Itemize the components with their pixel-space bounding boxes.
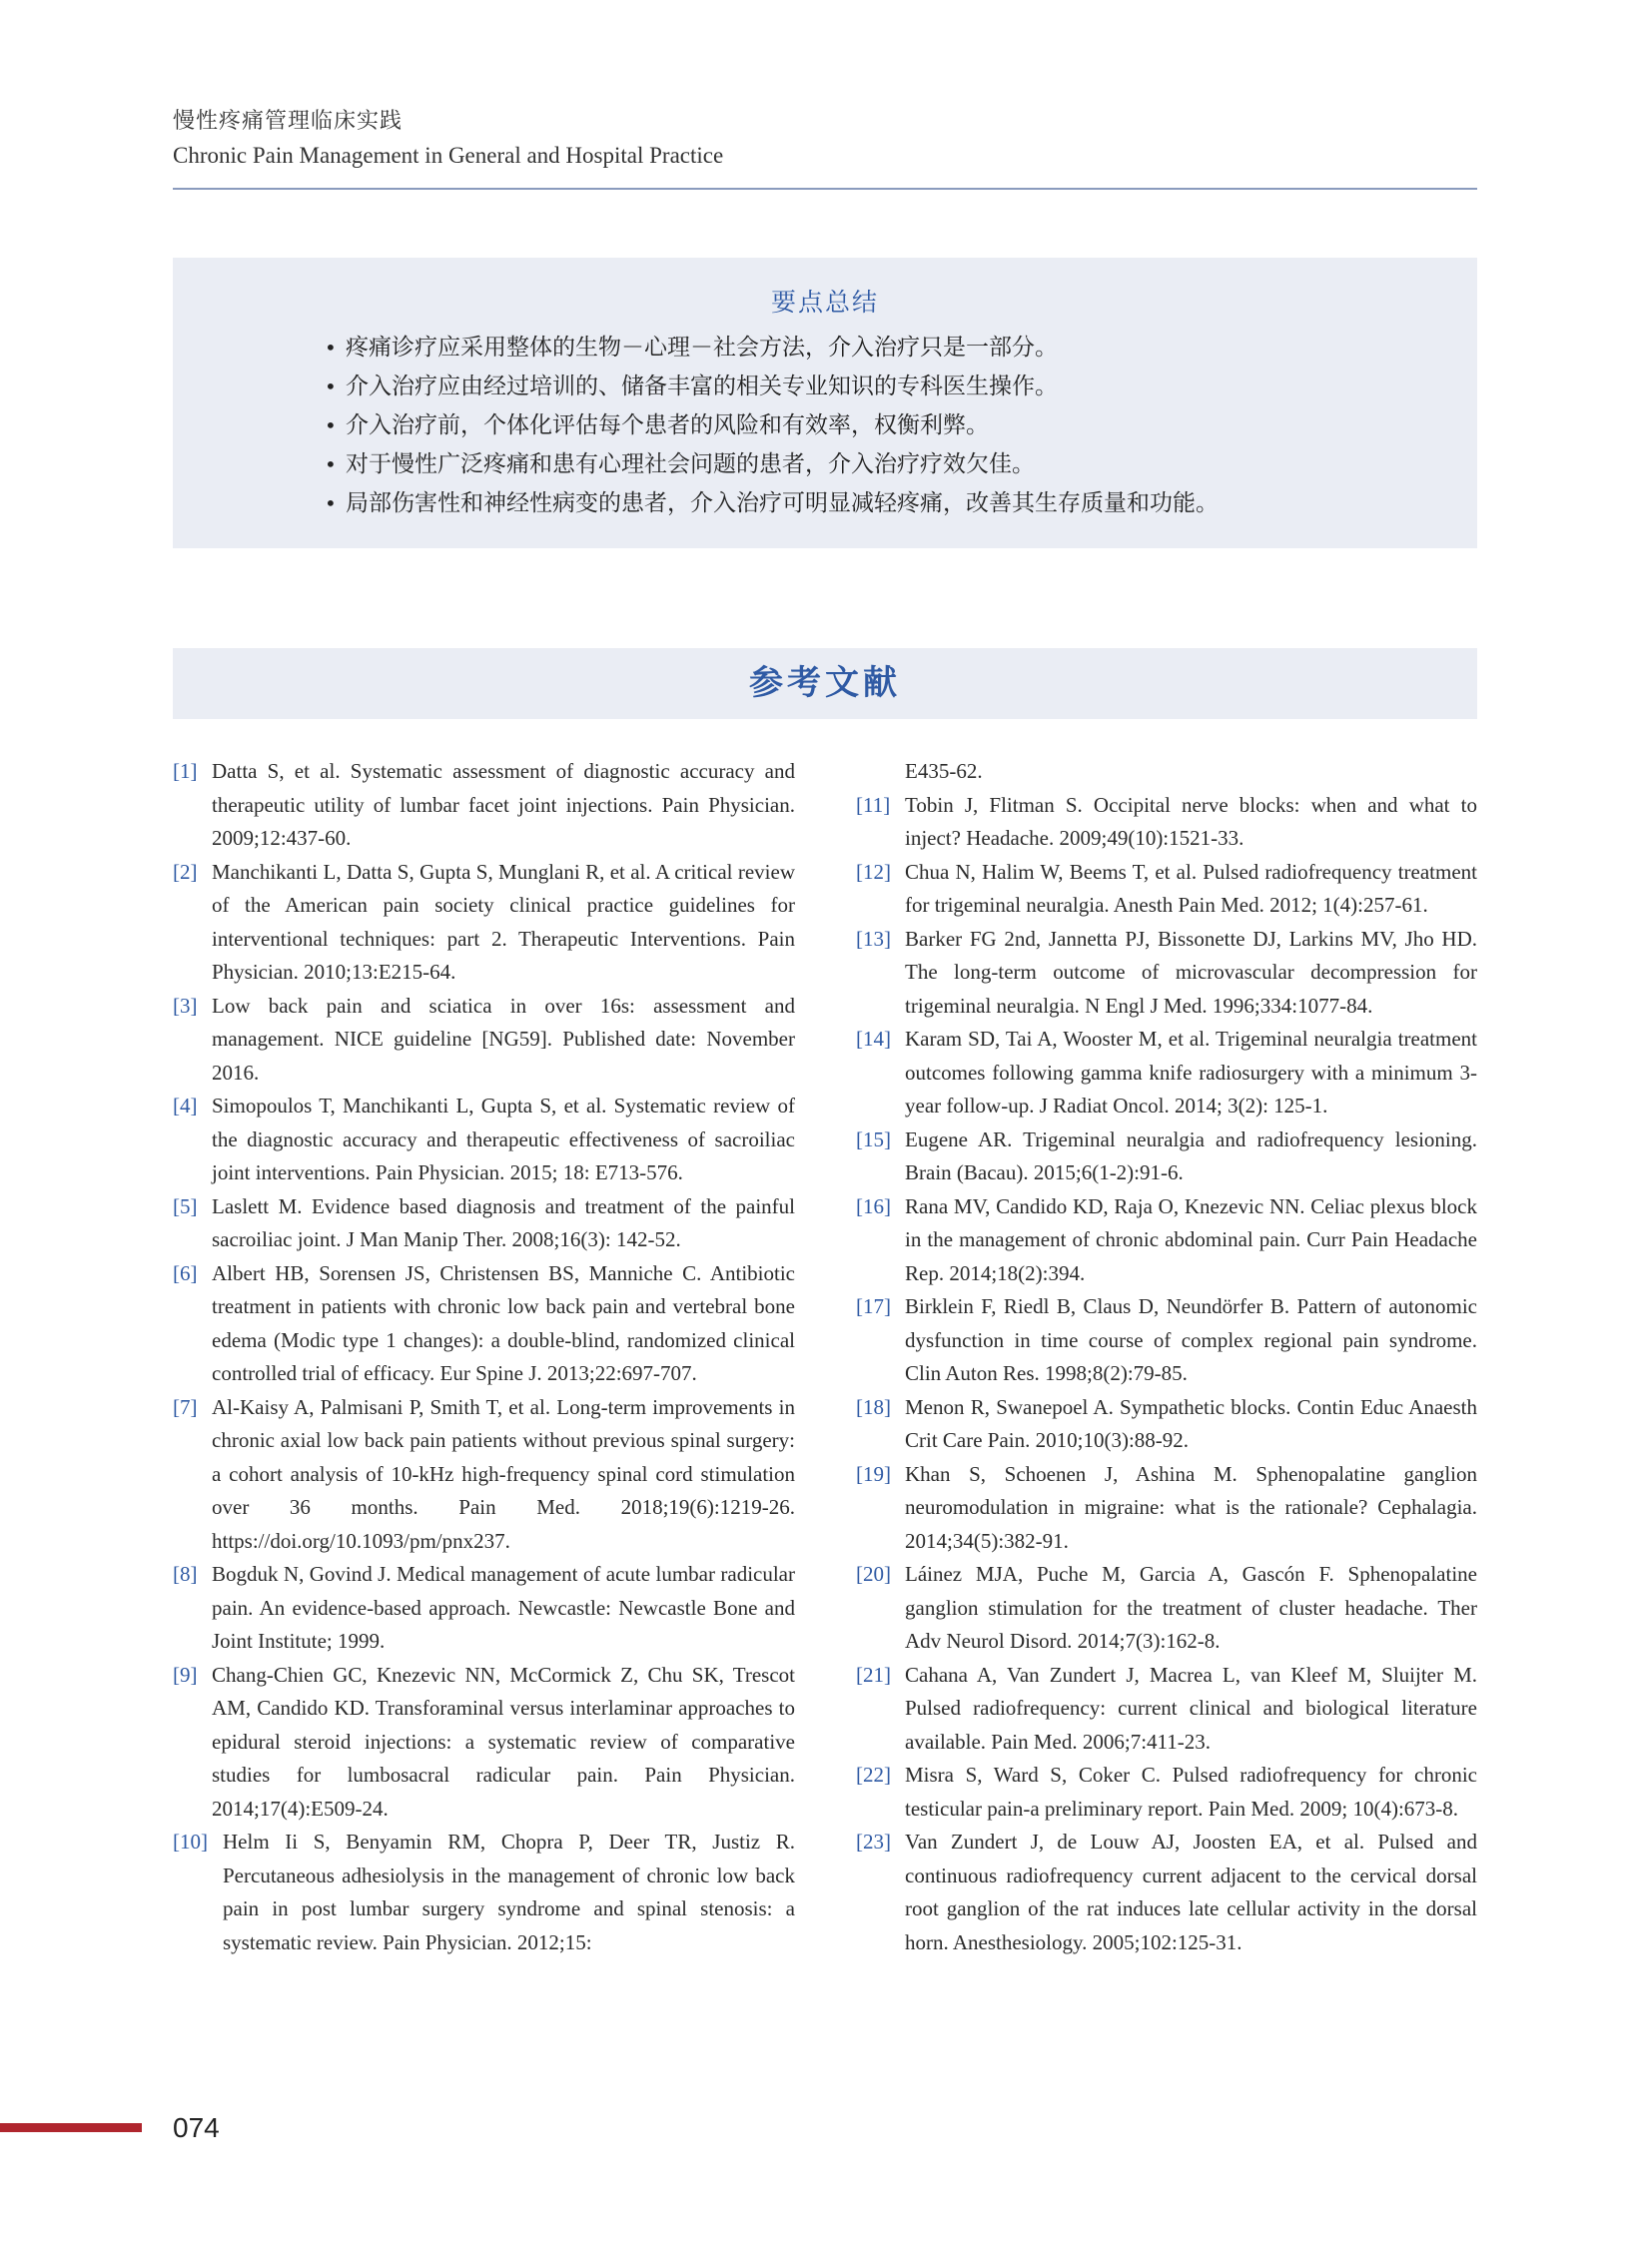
key-point-text: 介入治疗前，个体化评估每个患者的风险和有效率，权衡利弊。 <box>346 412 989 438</box>
key-point-text: 疼痛诊疗应采用整体的生物－心理－社会方法，介入治疗只是一部分。 <box>346 335 1058 361</box>
reference-item <box>173 1659 795 1827</box>
reference-item <box>856 1759 1477 1826</box>
reference-item <box>173 1190 795 1257</box>
bullet-icon: • <box>325 452 337 476</box>
reference-item <box>856 1391 1477 1458</box>
book-title-english: Chronic Pain Management in General and Hospital Practice <box>173 143 724 168</box>
page-number: 074 <box>173 2112 220 2143</box>
reference-number: [4] <box>173 1094 198 1118</box>
reference-number: [16] <box>856 1193 891 1218</box>
key-point-text: 局部伤害性和神经性病变的患者，介入治疗可明显减轻疼痛，改善其生存质量和功能。 <box>346 490 1219 516</box>
reference-text: Van Zundert J, de Louw AJ, Joosten EA, et al. Pulsed and continuous radiofrequency current adjacent to the cervical dorsal root ganglion of the rat induces late cellular activity in the dorsal horn. Anesthesiology. 2005;102:125-31. <box>905 1830 1477 1954</box>
reference-text: Misra S, Ward S, Coker C. Pulsed radiofrequency for chronic testicular pain-a preliminary report. Pain Med. 2009; 10(4):673-8. <box>905 1763 1477 1821</box>
reference-continuation: E435-62. <box>905 759 983 783</box>
reference-text: Chua N, Halim W, Beems T, et al. Pulsed radiofrequency treatment for trigeminal neuralgia. Anesth Pain Med. 2012; 1(4):257-61. <box>905 859 1477 917</box>
reference-number: [21] <box>856 1662 891 1687</box>
reference-text: Al-Kaisy A, Palmisani P, Smith T, et al. Long-term improvements in chronic axial low back pain patients without previous spinal surgery: a cohort analysis of 10-kHz high-frequency spinal cord stimulation over 36 months. Pain Med. 2018;19(6):1219-26. https://doi.org/10.1093/pm/pnx237. <box>212 1394 795 1553</box>
reference-number: [22] <box>856 1763 891 1787</box>
reference-item <box>856 1023 1477 1123</box>
reference-text: Chang-Chien GC, Knezevic NN, McCormick Z, Chu SK, Trescot AM, Candido KD. Transforaminal versus interlaminar approaches to epidural steroid injections: a systematic review of comparative studies for lumbosacral radicular pain. Pain Physician. 2014;17(4):E509-24. <box>212 1662 795 1821</box>
references-column-left <box>173 755 795 1959</box>
key-point-item <box>325 406 1477 445</box>
header-divider <box>173 188 1477 190</box>
reference-text: Manchikanti L, Datta S, Gupta S, Munglani R, et al. A critical review of the American pain society clinical practice guidelines for interventional techniques: part 2. Therapeutic Interventions. Pain Physician. 2010;13:E215-64. <box>212 859 795 984</box>
key-points-title: 要点总结 <box>770 288 879 317</box>
reference-text: Rana MV, Candido KD, Raja O, Knezevic NN. Celiac plexus block in the management of chronic abdominal pain. Curr Pain Headache Rep. 2014;18(2):394. <box>905 1193 1477 1285</box>
reference-number: [14] <box>856 1027 891 1051</box>
reference-item <box>856 1290 1477 1391</box>
book-title-chinese: 慢性疼痛管理临床实践 <box>173 109 404 134</box>
reference-number: [3] <box>173 993 198 1018</box>
key-point-item <box>325 445 1477 484</box>
reference-number: [10] <box>173 1830 208 1854</box>
reference-item <box>173 1558 795 1659</box>
reference-item <box>856 1826 1477 1959</box>
bullet-icon: • <box>325 336 337 360</box>
reference-text: Tobin J, Flitman S. Occipital nerve blocks: when and what to inject? Headache. 2009;49(10):1521-33. <box>905 792 1477 850</box>
reference-text: Birklein F, Riedl B, Claus D, Neundörfer B. Pattern of autonomic dysfunction in time course of complex regional pain syndrome. Clin Auton Res. 1998;8(2):79-85. <box>905 1294 1477 1385</box>
reference-number: [13] <box>856 926 891 951</box>
key-point-text: 介入治疗应由经过培训的、储备丰富的相关专业知识的专科医生操作。 <box>346 374 1058 399</box>
reference-number: [18] <box>856 1394 891 1419</box>
reference-text: Low back pain and sciatica in over 16s: assessment and management. NICE guideline [NG59]. Published date: November 2016. <box>212 993 795 1085</box>
reference-number: [15] <box>856 1126 891 1151</box>
reference-text: Laslett M. Evidence based diagnosis and treatment of the painful sacroiliac joint. J Man Manip Ther. 2008;16(3): 142-52. <box>212 1193 795 1251</box>
reference-text: Albert HB, Sorensen JS, Christensen BS, Manniche C. Antibiotic treatment in patients with chronic low back pain and vertebral bone edema (Modic type 1 changes): a double-blind, randomized clinical controlled trial of efficacy. Eur Spine J. 2013;22:697-707. <box>212 1260 795 1385</box>
bullet-icon: • <box>325 491 337 515</box>
reference-number: [2] <box>173 859 198 884</box>
reference-item <box>856 1190 1477 1291</box>
reference-text: Karam SD, Tai A, Wooster M, et al. Trigeminal neuralgia treatment outcomes following gamma knife radiosurgery with a minimum 3-year follow-up. J Radiat Oncol. 2014; 3(2): 125-1. <box>905 1027 1477 1118</box>
reference-item <box>856 923 1477 1024</box>
reference-number: [19] <box>856 1461 891 1486</box>
running-header <box>173 106 1477 172</box>
key-point-item <box>325 368 1477 406</box>
reference-item <box>856 789 1477 856</box>
reference-number: [23] <box>856 1830 891 1854</box>
reference-number: [6] <box>173 1260 198 1285</box>
reference-text: Láinez MJA, Puche M, Garcia A, Gascón F. Sphenopalatine ganglion stimulation for the treatment of cluster headache. Ther Adv Neurol Disord. 2014;7(3):162-8. <box>905 1562 1477 1653</box>
reference-item <box>173 1391 795 1559</box>
references-column-right <box>856 755 1477 1959</box>
bullet-icon: • <box>325 413 337 437</box>
reference-text: Bogduk N, Govind J. Medical management of acute lumbar radicular pain. An evidence-based approach. Newcastle: Newcastle Bone and Joint Institute; 1999. <box>212 1562 795 1653</box>
bullet-icon: • <box>325 374 337 398</box>
reference-item <box>173 755 795 856</box>
reference-item <box>173 990 795 1091</box>
reference-item <box>856 856 1477 923</box>
reference-number: [1] <box>173 759 198 783</box>
reference-number: [7] <box>173 1394 198 1419</box>
footer-accent-bar <box>0 2123 142 2132</box>
key-points-list <box>173 329 1477 523</box>
reference-text: Cahana A, Van Zundert J, Macrea L, van Kleef M, Sluijter M. Pulsed radiofrequency: current clinical and biological literature available. Pain Med. 2006;7:411-23. <box>905 1662 1477 1754</box>
key-point-text: 对于慢性广泛疼痛和患有心理社会问题的患者，介入治疗疗效欠佳。 <box>346 451 1035 477</box>
reference-text: Helm Ii S, Benyamin RM, Chopra P, Deer TR, Justiz R. Percutaneous adhesiolysis in the management of chronic low back pain in post lumbar surgery syndrome and spinal stenosis: a systematic review. Pain Physician. 2012;15: <box>223 1830 795 1954</box>
reference-text: Khan S, Schoenen J, Ashina M. Sphenopalatine ganglion neuromodulation in migraine: what is the rationale? Cephalagia. 2014;34(5):382-91. <box>905 1461 1477 1553</box>
key-points-box <box>173 258 1477 548</box>
reference-number: [9] <box>173 1662 198 1687</box>
reference-number: [17] <box>856 1294 891 1318</box>
reference-item <box>173 856 795 990</box>
key-point-item <box>325 484 1477 523</box>
references-banner <box>173 648 1477 719</box>
reference-item <box>173 1090 795 1190</box>
reference-number: [11] <box>856 792 891 817</box>
reference-item <box>856 1458 1477 1559</box>
reference-text: Barker FG 2nd, Jannetta PJ, Bissonette DJ, Larkins MV, Jho HD. The long-term outcome of microvascular decompression for trigeminal neuralgia. N Engl J Med. 1996;334:1077-84. <box>905 926 1477 1018</box>
reference-number: [12] <box>856 859 891 884</box>
key-point-item <box>325 329 1477 368</box>
reference-item <box>856 1123 1477 1190</box>
reference-item <box>173 1257 795 1391</box>
reference-item <box>173 1826 795 1959</box>
reference-number: [20] <box>856 1562 891 1586</box>
reference-number: [8] <box>173 1562 198 1586</box>
reference-number: [5] <box>173 1193 198 1218</box>
reference-text: Datta S, et al. Systematic assessment of diagnostic accuracy and therapeutic utility of lumbar facet joint injections. Pain Physician. 2009;12:437-60. <box>212 759 795 850</box>
reference-text: Menon R, Swanepoel A. Sympathetic blocks. Contin Educ Anaesth Crit Care Pain. 2010;10(3):88-92. <box>905 1394 1477 1452</box>
reference-item <box>856 1558 1477 1659</box>
references-title: 参考文献 <box>749 663 901 703</box>
reference-item <box>856 1659 1477 1760</box>
reference-text: Simopoulos T, Manchikanti L, Gupta S, et al. Systematic review of the diagnostic accuracy and therapeutic effectiveness of sacroiliac joint interventions. Pain Physician. 2015; 18: E713-576. <box>212 1094 795 1184</box>
reference-text: Eugene AR. Trigeminal neuralgia and radiofrequency lesioning. Brain (Bacau). 2015;6(1-2):91-6. <box>905 1126 1477 1184</box>
